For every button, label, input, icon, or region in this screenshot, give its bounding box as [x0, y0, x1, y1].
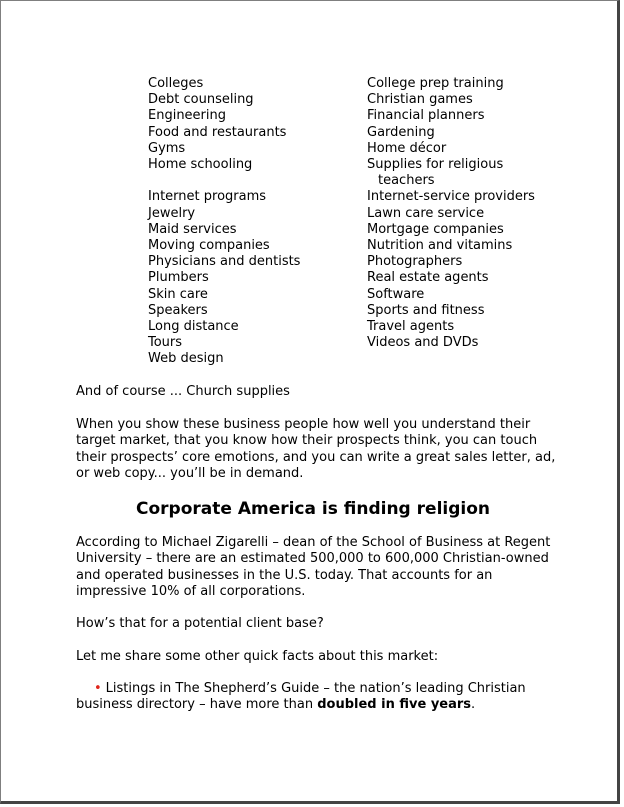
bullet-emphasis: doubled in five years: [317, 697, 472, 713]
list-item: Physicians and dentists: [148, 254, 301, 270]
list-item: Home schooling: [148, 157, 253, 173]
list-column-left: [148, 76, 367, 368]
bullet-period: .: [471, 697, 476, 713]
list-item: Tours: [148, 335, 183, 351]
list-item: Software: [367, 286, 425, 302]
list-item: Moving companies: [148, 238, 270, 254]
bullet-icon: •: [94, 681, 102, 696]
bullet-item: [76, 681, 556, 714]
bullet-text: Listings in The Shepherd’s Guide – the nation’s leading Christian business directory – have more than: [76, 681, 526, 713]
list-column-right: [367, 76, 607, 368]
list-item: Gardening: [367, 124, 435, 140]
list-item: Gyms: [148, 140, 186, 156]
statistics-paragraph: According to Michael Zigarelli – dean of the School of Business at Regent University – there are an estimated 500,000 to 600,000 Christian-owned and operated businesses in the U.S. today. That accounts for an impressive 10% of all corporations.: [76, 535, 551, 600]
list-item: Internet programs: [148, 189, 267, 205]
list-item: Jewelry: [148, 205, 196, 221]
list-item-continuation: teachers: [378, 173, 435, 189]
client-base-question: How’s that for a potential client base?: [76, 616, 324, 631]
list-item: Skin care: [148, 286, 208, 302]
list-item: Supplies for religious: [367, 157, 504, 173]
list-item: Long distance: [148, 319, 239, 335]
list-item: Colleges: [148, 76, 204, 91]
list-item: Maid services: [148, 221, 237, 237]
list-item: Real estate agents: [367, 270, 489, 286]
list-item: Christian games: [367, 92, 473, 108]
list-item: Home décor: [367, 140, 447, 156]
list-item: Speakers: [148, 302, 208, 318]
list-item: Debt counseling: [148, 92, 254, 108]
quick-facts-intro: Let me share some other quick facts about this market:: [76, 649, 439, 664]
list-item: Photographers: [367, 254, 463, 270]
church-supplies-line: And of course ... Church supplies: [76, 384, 290, 399]
section-heading: Corporate America is finding religion: [136, 499, 490, 519]
list-item: Food and restaurants: [148, 124, 287, 140]
list-item: College prep training: [367, 76, 504, 91]
list-item: Engineering: [148, 108, 226, 124]
list-item: Web design: [148, 351, 224, 367]
list-item: Travel agents: [367, 319, 455, 335]
list-spacer: [148, 173, 367, 189]
list-item: Lawn care service: [367, 205, 485, 221]
list-item: Videos and DVDs: [367, 335, 479, 351]
list-item: Internet-service providers: [367, 189, 535, 205]
demand-paragraph: When you show these business people how well you understand their target market, that you know how their prospects think, you can touch their prospects’ core emotions, and you can write a great sales letter, ad, or web copy... you’ll be in demand.: [76, 417, 556, 482]
list-item: Plumbers: [148, 270, 209, 286]
list-item: Mortgage companies: [367, 221, 504, 237]
list-item: Sports and fitness: [367, 302, 485, 318]
business-types-list: [148, 76, 607, 368]
list-item: Nutrition and vitamins: [367, 238, 513, 254]
list-item: Financial planners: [367, 108, 485, 124]
